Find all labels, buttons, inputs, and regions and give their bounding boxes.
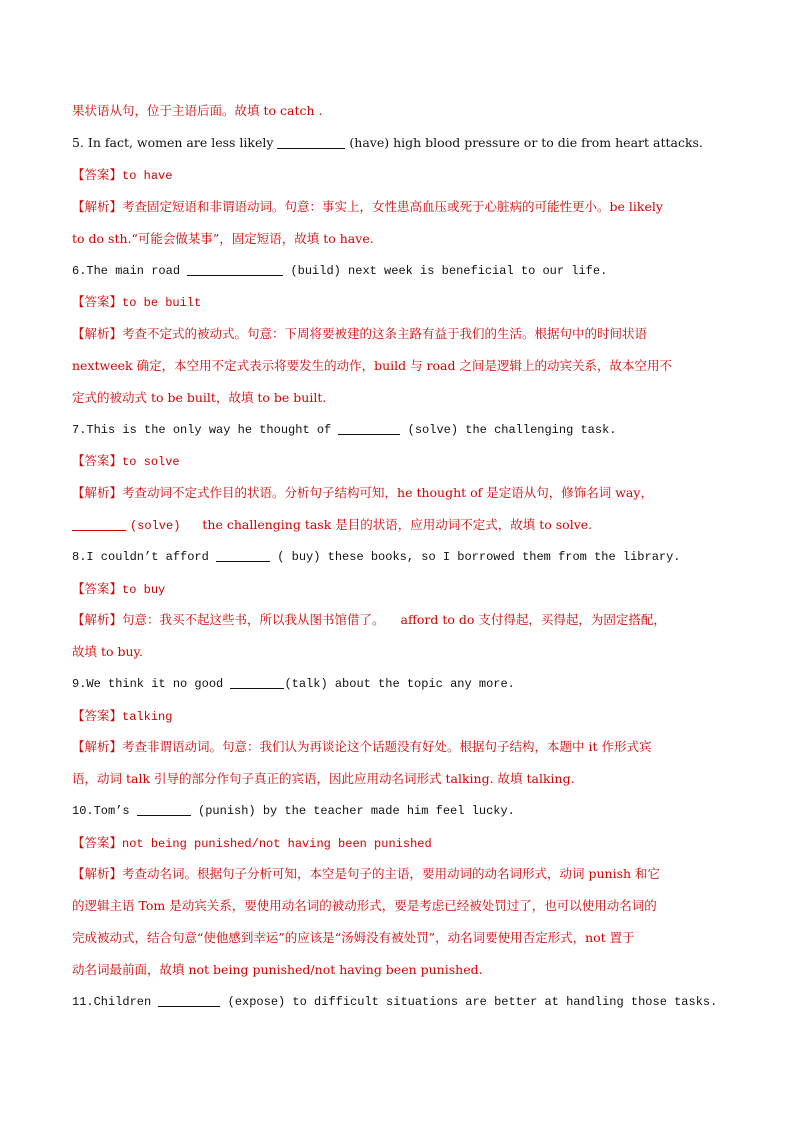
analysis-text: 考查动名词。根据句子分析可知，本空是句子的主语，要用动词的动名词形式，动词 punish 和它 — [122, 866, 661, 881]
analysis-8-cont — [72, 640, 732, 664]
answer-blank[interactable] — [277, 134, 345, 149]
answer-blank[interactable] — [230, 674, 284, 689]
analysis-text: 定式的被动式 to be built，故填 to be built. — [72, 390, 327, 405]
analysis-text: 考查不定式的被动式。句意：下周将要被建的这条主路有益于我们的生活。根据句中的时间状语 — [122, 326, 648, 341]
question-text: 6.The main road — [72, 264, 181, 278]
answer-label: 【答案】 — [72, 294, 123, 309]
analysis-label: 【解析】 — [72, 199, 123, 214]
analysis-text: 考查固定短语和非谓语动词。句意：事实上，女性患高血压或死于心脏病的可能性更小。be likely — [122, 199, 663, 214]
answer-blank[interactable] — [216, 547, 270, 562]
analysis-6-cont — [72, 354, 732, 378]
analysis-5 — [72, 195, 732, 219]
question-text: 11.Children — [72, 995, 152, 1009]
question-text: (expose) to difficult situations are better at handling those tasks. — [227, 995, 718, 1009]
answer-5 — [72, 163, 732, 187]
analysis-label: 【解析】 — [72, 612, 123, 627]
answer-blank[interactable] — [137, 801, 191, 816]
question-text: (talk) about the topic any more. — [284, 677, 515, 691]
answer-8 — [72, 577, 732, 601]
analysis-text: 动名词最前面，故填 not being punished/not having been punished. — [72, 962, 483, 977]
question-text: (punish) by the teacher made him feel lucky. — [198, 804, 515, 818]
analysis-6-cont2 — [72, 386, 732, 410]
answer-blank — [72, 516, 126, 531]
answer-text: to be built — [122, 296, 202, 310]
answer-10 — [72, 831, 732, 855]
answer-blank[interactable] — [158, 992, 220, 1007]
analysis-text: 考查非谓语动词。句意：我们认为再谈论这个话题没有好处。根据句子结构，本题中 it 作形式宾 — [122, 739, 652, 754]
analysis-9 — [72, 735, 732, 759]
answer-label: 【答案】 — [72, 581, 123, 596]
answer-label: 【答案】 — [72, 835, 123, 850]
analysis-text: 完成被动式，结合句意“使他感到幸运”的应该是“汤姆没有被处罚”，动名词要使用否定形式，not 置于 — [72, 930, 635, 945]
analysis-text: 句意：我买不起这些书，所以我从图书馆借了。 — [122, 612, 385, 627]
question-7 — [72, 418, 732, 442]
question-10 — [72, 799, 732, 823]
question-text: (solve) the challenging task. — [407, 423, 617, 437]
answer-blank[interactable] — [187, 261, 283, 276]
analysis-text: nextweek 确定，本空用不定式表示将要发生的动作，build 与 road 之间是逻辑上的动宾关系，故本空用不 — [72, 358, 672, 373]
analysis-label: 【解析】 — [72, 326, 123, 341]
question-text: 10.Tom’s — [72, 804, 130, 818]
question-8 — [72, 545, 732, 569]
answer-7 — [72, 449, 732, 473]
answer-label: 【答案】 — [72, 167, 123, 182]
analysis-10-cont3 — [72, 958, 732, 982]
question-text: (build) next week is beneficial to our life. — [290, 264, 608, 278]
analysis-label: 【解析】 — [72, 739, 123, 754]
question-11 — [72, 990, 732, 1014]
question-text: 8.I couldn’t afford — [72, 550, 209, 564]
analysis-8 — [72, 608, 732, 632]
analysis-7-cont — [72, 513, 732, 537]
question-text: 5. In fact, women are less likely — [72, 135, 274, 150]
analysis-text: to do sth.“可能会做某事”，固定短语，故填 to have. — [72, 231, 374, 246]
analysis-label: 【解析】 — [72, 866, 123, 881]
analysis-text: 考查动词不定式作目的状语。分析句子结构可知，he thought of 是定语从句，修饰名词 way， — [122, 485, 653, 500]
analysis-7 — [72, 481, 732, 505]
analysis-9-cont — [72, 767, 732, 791]
answer-label: 【答案】 — [72, 453, 123, 468]
analysis-5-cont — [72, 227, 732, 251]
answer-text: to buy — [122, 583, 166, 597]
analysis-label: 【解析】 — [72, 485, 123, 500]
analysis-text: (solve) — [129, 519, 181, 533]
analysis-text: afford to do 支付得起，买得起，为固定搭配， — [400, 612, 666, 627]
answer-label: 【答案】 — [72, 708, 123, 723]
question-text: (have) high blood pressure or to die from heart attacks. — [349, 135, 703, 150]
question-9 — [72, 672, 732, 696]
question-text: 7.This is the only way he thought of — [72, 423, 332, 437]
analysis-text: 故填 to buy. — [72, 644, 143, 659]
answer-text: to have — [122, 169, 173, 183]
analysis-text: 的逻辑主语 Tom 是动宾关系，要使用动名词的被动形式，要是考虑已经被处罚过了，也可以使用动名词的 — [72, 898, 657, 913]
analysis-6 — [72, 322, 732, 346]
analysis-text: the challenging task 是目的状语，应用动词不定式，故填 to solve. — [202, 517, 593, 532]
answer-text: not being punished/not having been punished — [122, 837, 432, 851]
question-text: 9.We think it no good — [72, 677, 224, 691]
question-5 — [72, 131, 732, 155]
text-line: 果状语从句，位于主语后面。故填 to catch . — [72, 103, 323, 118]
answer-blank[interactable] — [338, 420, 400, 435]
analysis-10-cont2 — [72, 926, 732, 950]
analysis-continuation — [72, 99, 732, 123]
analysis-text: 语，动词 talk 引导的部分作句子真正的宾语，因此应用动名词形式 talking. 故填 talking. — [72, 771, 575, 786]
question-6 — [72, 259, 732, 283]
analysis-10-cont — [72, 894, 732, 918]
answer-9 — [72, 704, 732, 728]
answer-6 — [72, 290, 732, 314]
answer-text: to solve — [122, 455, 180, 469]
question-text: ( buy) these books, so I borrowed them from the library. — [277, 550, 681, 564]
answer-text: talking — [122, 710, 173, 724]
analysis-10 — [72, 862, 732, 886]
